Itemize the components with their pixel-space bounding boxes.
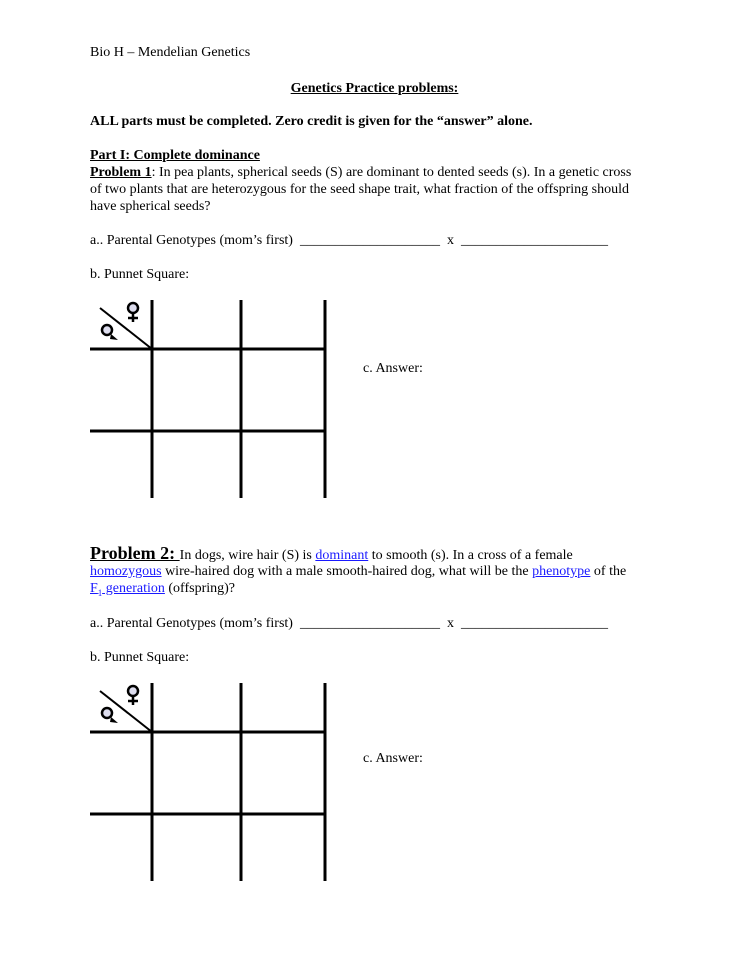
part1-heading: Part I: Complete dominance <box>90 148 260 163</box>
p1-parental-genotypes <box>90 232 608 249</box>
female-symbol-icon <box>128 686 138 705</box>
p2-a-label: a.. Parental Genotypes (mom’s first) <box>90 616 293 631</box>
problem2-line3 <box>90 580 235 602</box>
p2-parental-genotypes <box>90 615 608 632</box>
problem1-line2: of two plants that are heterozygous for the seed shape trait, what fraction of the offspring should <box>90 182 629 197</box>
p1-b-label: b. Punnet Square: <box>90 267 190 282</box>
problem2-text: wire-haired dog with a male smooth-haired dog, what will be the <box>161 564 533 579</box>
male-symbol-icon <box>102 325 118 340</box>
p1-answer-label: c. Answer: <box>363 361 423 376</box>
problem1-line1 <box>90 164 631 181</box>
generation-text: generation <box>102 581 165 596</box>
p1-punnett-square[interactable] <box>88 298 330 498</box>
f1-subscript: 1 <box>97 587 103 598</box>
problem2-label: Problem 2: <box>90 543 180 563</box>
page-title: Genetics Practice problems: <box>290 81 459 96</box>
problem2-text: of the <box>590 564 627 579</box>
link-dominant[interactable]: dominant <box>315 548 369 563</box>
link-homozygous[interactable]: homozygous <box>90 564 162 579</box>
cross-x: x <box>446 616 454 631</box>
p2-b-label: b. Punnet Square: <box>90 650 190 665</box>
p1-a-label: a.. Parental Genotypes (mom’s first) <box>90 233 293 248</box>
cross-x: x <box>446 233 454 248</box>
p1-dad-genotype-blank[interactable]: _____________________ <box>460 233 608 248</box>
instructions: ALL parts must be completed. Zero credit is given for the “answer” alone. <box>90 114 533 129</box>
f1-text: F <box>90 581 98 596</box>
p2-dad-genotype-blank[interactable]: _____________________ <box>460 616 608 631</box>
problem2-text: In dogs, wire hair (S) is <box>179 548 316 563</box>
problem1-line3: have spherical seeds? <box>90 199 211 214</box>
problem2-text: to smooth (s). In a cross of a female <box>368 548 573 563</box>
p2-punnett-square[interactable] <box>88 681 330 881</box>
link-phenotype[interactable]: phenotype <box>532 564 591 579</box>
link-f1-generation[interactable] <box>90 581 165 596</box>
problem2-line2 <box>90 563 626 580</box>
page-header: Bio H – Mendelian Genetics <box>90 45 251 60</box>
p2-mom-genotype-blank[interactable]: ____________________ <box>299 616 440 631</box>
p2-answer-label: c. Answer: <box>363 751 423 766</box>
female-symbol-icon <box>128 303 138 322</box>
p1-mom-genotype-blank[interactable]: ____________________ <box>299 233 440 248</box>
problem2-text: (offspring)? <box>164 581 235 596</box>
male-symbol-icon <box>102 708 118 723</box>
problem1-label: Problem 1 <box>90 165 152 180</box>
problem1-text: : In pea plants, spherical seeds (S) are dominant to dented seeds (s). In a genetic cross <box>151 165 632 180</box>
